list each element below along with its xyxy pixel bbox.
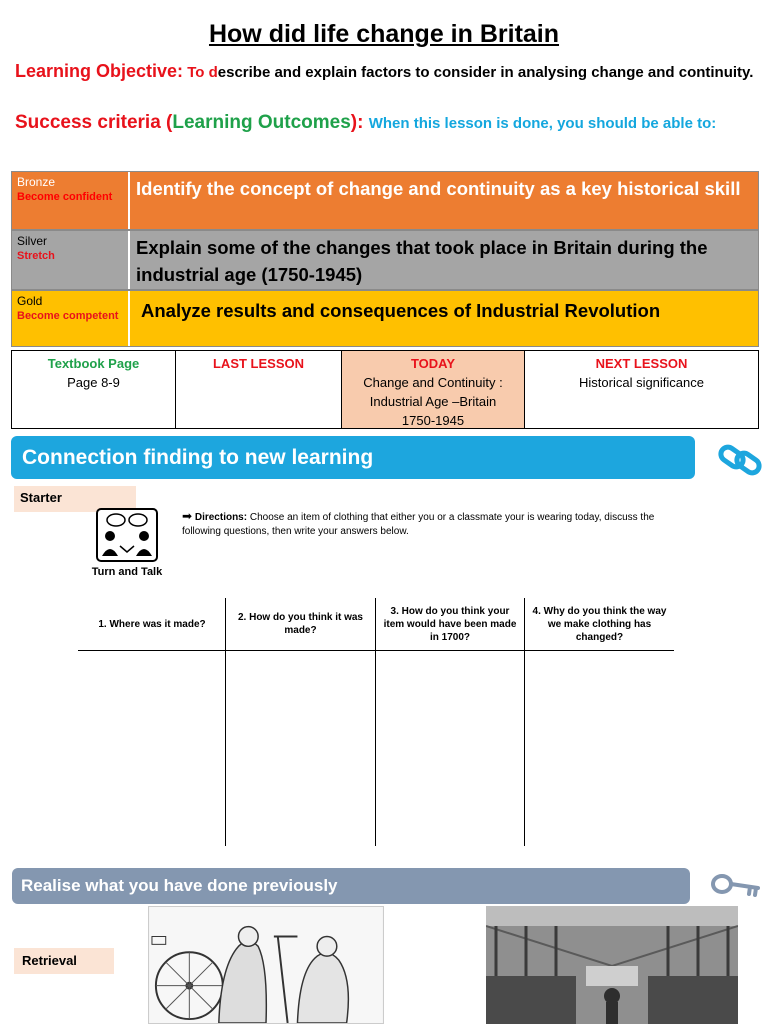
tier-sub: Stretch [17,250,55,262]
realise-banner: Realise what you have done previously [12,868,690,904]
success-criteria-text: When this lesson is done, you should be able to: [368,115,717,132]
today-value: Change and Continuity : Industrial Age –Britain 1750-1945 [363,375,503,428]
learning-outcomes-label: Learning Outcomes [172,112,351,133]
tier-sub: Become confident [17,191,113,203]
question-column [525,598,674,846]
success-criteria-label: Success criteria ( [15,112,173,133]
question-column [78,598,226,846]
question-column [376,598,524,846]
link-icon [716,440,766,480]
tier-bronze-label [12,172,130,229]
next-lesson-label: NEXT LESSON [595,356,688,371]
directions-text: Choose an item of clothing that either you or a classmate your is wearing today, discuss the following questions, then write your answers below. [182,512,655,537]
tier-level: Silver [17,234,48,248]
spinning-engraving-image [148,906,384,1024]
connection-banner: Connection finding to new learning [11,436,695,479]
factory-looms-image [486,906,738,1024]
textbook-page-cell [12,351,176,428]
question-header: 1. Where was it made? [98,618,206,630]
turn-and-talk-icon [96,508,158,562]
next-lesson-cell [525,351,758,428]
question-table [78,598,674,846]
retrieval-label: Retrieval [14,948,114,974]
arrow-right-icon: ➡ [182,509,193,523]
tier-level: Gold [17,294,43,308]
last-lesson-label: LAST LESSON [212,356,304,371]
tier-level: Bronze [17,175,56,189]
directions-label: Directions: [194,512,248,523]
tier-silver-text: Explain some of the changes that took place in Britain during the industrial age (1750-1945) [136,237,708,285]
tier-silver [11,230,759,290]
tier-gold-text: Analyze results and consequences of Industrial Revolution [141,300,661,321]
tier-silver-label [12,231,130,289]
success-criteria [15,112,760,134]
today-cell [342,351,525,428]
learning-objective [15,61,755,83]
question-header: 4. Why do you think the way we make clothing has changed? [532,605,667,643]
textbook-page-label: Textbook Page [47,356,140,371]
last-lesson-cell [176,351,342,428]
learning-objective-text: escribe and explain factors to consider in analysing change and continuity. [217,64,754,81]
turn-and-talk-label: Turn and Talk [91,566,163,578]
tier-gold [11,290,759,347]
lesson-sequence-table [11,350,759,429]
question-header: 3. How do you think your item would have been made in 1700? [383,605,517,643]
starter-label: Starter [14,486,136,512]
next-lesson-value: Historical significance [579,375,704,390]
textbook-page-value: Page 8-9 [67,375,120,390]
tier-sub: Become competent [17,310,119,322]
tier-bronze [11,171,759,230]
question-header: 2. How do you think it was made? [237,612,363,636]
tier-bronze-text: Identify the concept of change and continuity as a key historical skill [136,178,741,199]
success-criteria-close: ): [350,112,364,133]
learning-objective-to: To d [187,64,218,81]
learning-objective-label: Learning Objective: [15,61,184,81]
starter-directions [182,509,682,539]
page-title: How did life change in Britain [208,20,560,48]
key-icon [710,870,764,902]
tier-gold-label [12,291,130,346]
today-label: TODAY [410,356,456,371]
question-column [226,598,375,846]
